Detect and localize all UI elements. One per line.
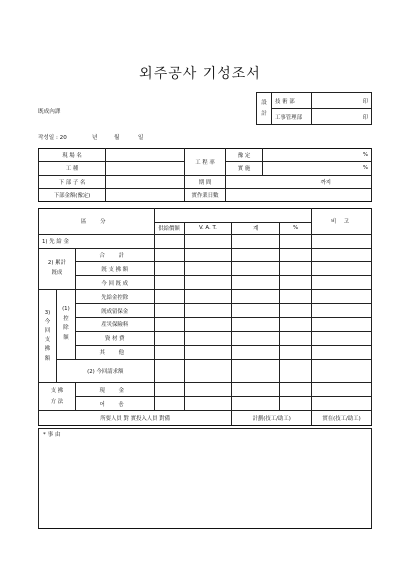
- manpower-label: 所要人員 對 實投入人員 對備: [39, 410, 232, 425]
- progress-plan-field[interactable]: %: [263, 149, 372, 162]
- cell[interactable]: [280, 248, 312, 262]
- cell[interactable]: [184, 304, 232, 318]
- cell[interactable]: [232, 262, 280, 276]
- cell[interactable]: [232, 359, 280, 383]
- cell[interactable]: [280, 397, 312, 411]
- cell[interactable]: [280, 276, 312, 290]
- cell[interactable]: [154, 304, 184, 318]
- progress-actual-field[interactable]: %: [263, 162, 372, 175]
- document-subtitle: 既成內譯: [38, 109, 61, 115]
- cell[interactable]: [154, 383, 184, 397]
- cell[interactable]: [232, 276, 280, 290]
- cell[interactable]: [184, 345, 232, 359]
- cell[interactable]: [312, 290, 372, 304]
- approval-construction-stamp[interactable]: 印: [312, 109, 372, 125]
- work-days-field[interactable]: [226, 188, 372, 201]
- cell[interactable]: [280, 262, 312, 276]
- cell[interactable]: [154, 234, 184, 248]
- cell[interactable]: [280, 331, 312, 345]
- date-label: 작성일 : 20: [38, 135, 67, 141]
- cell[interactable]: [280, 345, 312, 359]
- cell[interactable]: [232, 383, 280, 397]
- cell[interactable]: [232, 397, 280, 411]
- claim-label: (2) 今回請求額: [56, 359, 154, 383]
- sub-amount-label: 下部金額(豫定): [39, 188, 106, 201]
- actual-work-label: 實在(技工/助工): [312, 410, 372, 425]
- cell[interactable]: [184, 317, 232, 331]
- cell[interactable]: [232, 331, 280, 345]
- approval-construction-dept: 工事管理部: [272, 109, 312, 125]
- cell[interactable]: [232, 234, 280, 248]
- cumulative-label: 2) 累計 旣成: [39, 248, 76, 290]
- info-table: [38, 148, 372, 202]
- cell[interactable]: [184, 359, 232, 383]
- cell[interactable]: [184, 290, 232, 304]
- cell[interactable]: [154, 359, 184, 383]
- prev-paid-label: 旣 支 拂 額: [75, 262, 154, 276]
- cell[interactable]: [312, 248, 372, 262]
- sub-amount-field[interactable]: [106, 188, 185, 201]
- subcontractor-label: 下 部 子 名: [39, 175, 106, 188]
- cell[interactable]: [184, 276, 232, 290]
- this-period-label: 今 回 旣 成: [75, 276, 154, 290]
- cell[interactable]: [312, 304, 372, 318]
- cell[interactable]: [280, 234, 312, 248]
- approval-side-label: 設 計: [257, 93, 272, 125]
- cell[interactable]: [280, 290, 312, 304]
- ded-other-label: 其 他: [75, 345, 154, 359]
- supply-header: 供給價額: [154, 222, 184, 234]
- ded-retention-label: 旣成留保金: [75, 304, 154, 318]
- cell[interactable]: [280, 304, 312, 318]
- cell[interactable]: [312, 397, 372, 411]
- ded-insurance-label: 産災保險料: [75, 317, 154, 331]
- main-table: [38, 208, 372, 426]
- cell[interactable]: [312, 345, 372, 359]
- total-header: 계: [232, 222, 280, 234]
- pay-cash-label: 現 金: [75, 383, 154, 397]
- pay-bill-label: 어 음: [75, 397, 154, 411]
- ded-material-label: 資 材 費: [75, 331, 154, 345]
- category-header: 區 分: [39, 209, 155, 235]
- cell[interactable]: [232, 290, 280, 304]
- cell[interactable]: [312, 331, 372, 345]
- deduction-label: (1) 控 除 額: [56, 290, 75, 359]
- date-month: 월: [114, 135, 120, 141]
- sum-row-label: 合 計: [75, 248, 154, 262]
- work-type-field[interactable]: [106, 162, 185, 175]
- cell[interactable]: [312, 276, 372, 290]
- cell[interactable]: [312, 317, 372, 331]
- section3-label: 3) 今 回 支 拂 額: [39, 290, 57, 383]
- cell[interactable]: [232, 345, 280, 359]
- work-days-label: 實作業日數: [185, 188, 226, 201]
- cell[interactable]: [312, 234, 372, 248]
- header-blank: [154, 209, 312, 223]
- date-year: 년: [92, 135, 98, 141]
- cell[interactable]: [280, 383, 312, 397]
- notes-box[interactable]: [38, 428, 372, 529]
- cell[interactable]: [312, 383, 372, 397]
- payment-method-label: 支 拂 方 法: [39, 383, 76, 411]
- period-field[interactable]: 까지: [226, 175, 372, 188]
- cell[interactable]: [280, 317, 312, 331]
- cell[interactable]: [184, 262, 232, 276]
- remarks-header: 비 고: [312, 209, 372, 235]
- cell[interactable]: [154, 317, 184, 331]
- work-type-label: 工 種: [39, 162, 106, 175]
- cell[interactable]: [184, 234, 232, 248]
- advance-row-label: 1) 先 給 金: [39, 234, 155, 248]
- approval-tech-dept: 技 術 部: [272, 93, 312, 109]
- subcontractor-field[interactable]: [106, 175, 185, 188]
- cell[interactable]: [154, 345, 184, 359]
- cell[interactable]: [312, 359, 372, 383]
- approval-box: [256, 92, 372, 125]
- plan-work-label: 計劃(技工/助工): [232, 410, 312, 425]
- site-name-label: 現 場 名: [39, 149, 106, 162]
- approval-tech-stamp[interactable]: 印: [312, 93, 372, 109]
- cell[interactable]: [312, 262, 372, 276]
- site-name-field[interactable]: [106, 149, 185, 162]
- progress-actual-label: 實 施: [226, 162, 263, 175]
- period-label: 期 間: [185, 175, 226, 188]
- cell[interactable]: [232, 317, 280, 331]
- cell[interactable]: [154, 331, 184, 345]
- cell[interactable]: [184, 383, 232, 397]
- cell[interactable]: [280, 359, 312, 383]
- document-title: 외주공사 기성조서: [139, 66, 261, 82]
- date-day: 일: [138, 135, 144, 141]
- progress-plan-label: 豫 定: [226, 149, 263, 162]
- progress-label: 工 程 率: [185, 149, 226, 176]
- cell[interactable]: [154, 397, 184, 411]
- cell[interactable]: [184, 331, 232, 345]
- notes-label: * 事 由: [43, 432, 61, 438]
- cell[interactable]: [184, 248, 232, 262]
- cell[interactable]: [232, 304, 280, 318]
- cell[interactable]: [184, 397, 232, 411]
- cell[interactable]: [154, 248, 184, 262]
- cell[interactable]: [154, 262, 184, 276]
- pct-header: %: [280, 222, 312, 234]
- cell[interactable]: [232, 248, 280, 262]
- cell[interactable]: [154, 290, 184, 304]
- vat-header: V. A. T.: [184, 222, 232, 234]
- cell[interactable]: [154, 276, 184, 290]
- ded-advance-label: 先給金控除: [75, 290, 154, 304]
